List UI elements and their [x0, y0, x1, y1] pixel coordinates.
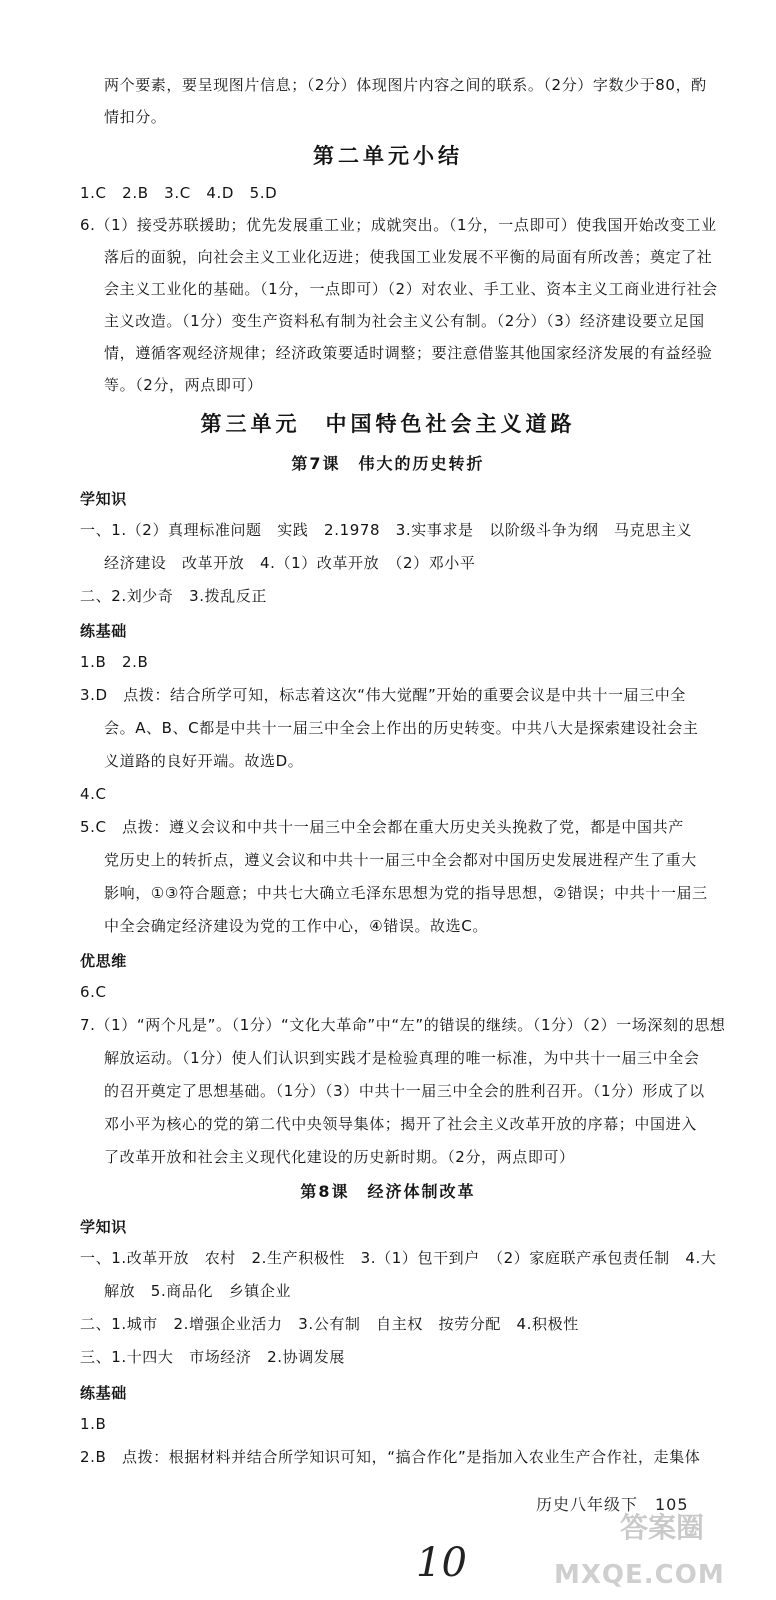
text-line: 6.（1）接受苏联援助；优先发展重工业；成就突出。（1分，一点即可）使我国开始改变工业 — [80, 216, 717, 234]
text-line: 7.（1）“两个凡是”。（1分）“文化大革命”中“左”的错误的继续。（1分）（2）一场深刻的思想 — [80, 1016, 726, 1034]
text-line: 2.B 点拨：根据材料并结合所学知识可知，“搞合作化”是指加入农业生产合作社，走集体 — [80, 1448, 701, 1466]
lesson8-heading: 第8课 经济体制改革 — [300, 1182, 476, 1201]
watermark-logo: 答案圈 — [620, 1511, 705, 1544]
text-line: 3.D 点拨：结合所学可知，标志着这次“伟大觉醒”开始的重要会议是中共十一届三中全 — [80, 686, 687, 704]
text-line: 邓小平为核心的党的第二代中央领导集体；揭开了社会主义改革开放的序幕；中国进入 — [104, 1115, 697, 1133]
unit2-summary-heading: 第二单元小结 — [313, 143, 463, 168]
watermark-url: MXQE.COM — [554, 1560, 725, 1590]
text-line: 中全会确定经济建设为党的工作中心，④错误。故选C。 — [104, 917, 488, 935]
text-line: 一、1.（2）真理标准问题 实践 2.1978 3.实事求是 以阶级斗争为纲 马克思主义 — [80, 521, 693, 539]
text-line: 4.C — [80, 785, 107, 803]
text-line: 一、1.改革开放 农村 2.生产积极性 3.（1）包干到户 （2）家庭联产承包责任制 4.大 — [80, 1249, 717, 1267]
text-line: 三、1.十四大 市场经济 2.协调发展 — [80, 1348, 346, 1366]
text-line: 义道路的良好开端。故选D。 — [104, 752, 304, 770]
text-line: 落后的面貌，向社会主义工业化迈进；使我国工业发展不平衡的局面有所改善；奠定了社 — [104, 248, 713, 266]
text-line: 5.C 点拨：遵义会议和中共十一届三中全会都在重大历史关头挽救了党，都是中国共产 — [80, 818, 684, 836]
text-line: 1.C 2.B 3.C 4.D 5.D — [80, 184, 278, 202]
text-line: 二、2.刘少奇 3.拨乱反正 — [80, 587, 268, 605]
text-line: 影响，①③符合题意；中共七大确立毛泽东思想为党的指导思想，②错误；中共十一届三 — [104, 884, 708, 902]
section-label: 优思维 — [80, 952, 127, 970]
text-line: 主义改造。（1分）变生产资料私有制为社会主义公有制。（2分）（3）经济建设要立足国 — [104, 312, 705, 330]
section-label: 学知识 — [80, 490, 127, 508]
text-line: 两个要素，要呈现图片信息；（2分）体现图片内容之间的联系。（2分）字数少于80，酌 — [104, 76, 707, 94]
section-label: 练基础 — [80, 622, 127, 640]
text-line: 1.B — [80, 1415, 107, 1433]
text-line: 解放 5.商品化 乡镇企业 — [104, 1282, 292, 1300]
text-line: 等。（2分，两点即可） — [104, 376, 263, 394]
text-line: 二、1.城市 2.增强企业活力 3.公有制 自主权 按劳分配 4.积极性 — [80, 1315, 579, 1333]
lesson7-heading: 第7课 伟大的历史转折 — [291, 454, 485, 473]
text-line: 经济建设 改革开放 4.（1）改革开放 （2）邓小平 — [104, 554, 476, 572]
text-line: 6.C — [80, 983, 107, 1001]
unit3-heading: 第三单元 中国特色社会主义道路 — [200, 411, 576, 436]
page-footer: 历史八年级下 105 — [536, 1495, 689, 1514]
text-line: 解放运动。（1分）使人们认识到实践才是检验真理的唯一标准，为中共十一届三中全会 — [104, 1049, 700, 1067]
text-line: 党历史上的转折点，遵义会议和中共十一届三中全会都对中国历史发展进程产生了重大 — [104, 851, 697, 869]
text-line: 了改革开放和社会主义现代化建设的历史新时期。（2分，两点即可） — [104, 1148, 575, 1166]
text-line: 会。A、B、C都是中共十一届三中全会上作出的历史转变。中共八大是探索建设社会主 — [104, 719, 699, 737]
section-label: 学知识 — [80, 1218, 127, 1236]
text-line: 会主义工业化的基础。（1分，一点即可）（2）对农业、手工业、资本主义工商业进行社会 — [104, 280, 718, 298]
section-label: 练基础 — [80, 1384, 127, 1402]
text-line: 情扣分。 — [104, 108, 167, 126]
text-line: 的召开奠定了思想基础。（1分）（3）中共十一届三中全会的胜利召开。（1分）形成了以 — [104, 1082, 705, 1100]
text-line: 情，遵循客观经济规律；经济政策要适时调整；要注意借鉴其他国家经济发展的有益经验 — [104, 344, 713, 362]
handwritten-mark: 10 — [416, 1540, 467, 1586]
text-line: 1.B 2.B — [80, 653, 149, 671]
